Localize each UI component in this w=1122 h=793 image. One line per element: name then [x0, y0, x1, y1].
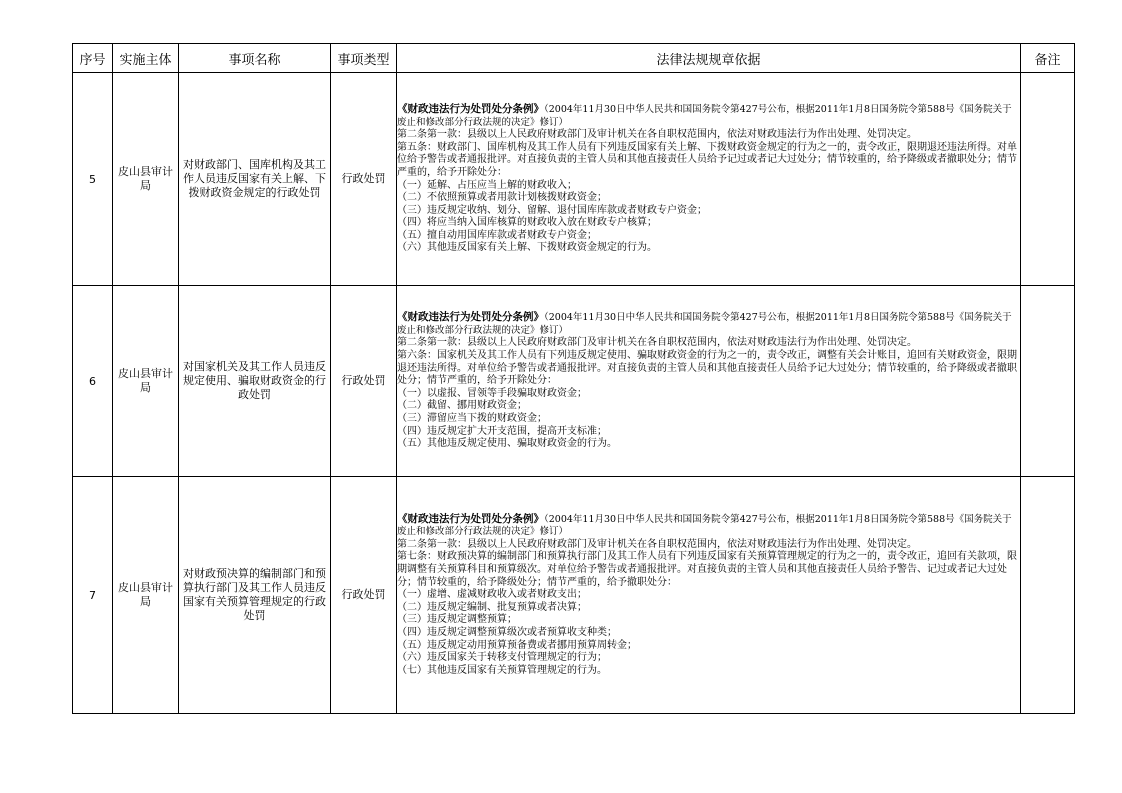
law-line: （二）违反规定编制、批复预算或者决算； — [397, 601, 587, 613]
header-entity: 实施主体 — [113, 44, 179, 73]
law-line: （四）违反规定扩大开支范围，提高开支标准； — [397, 425, 607, 437]
row-item-name: 对财政部门、国库机构及其工作人员违反国家有关上解、下拨财政资金规定的行政处罚 — [179, 73, 331, 286]
row-entity: 皮山县审计局 — [113, 286, 179, 477]
law-title: 《财政违法行为处罚处分条例》 — [397, 512, 544, 525]
row-item-name: 对国家机关及其工作人员违反规定使用、骗取财政资金的行政处罚 — [179, 286, 331, 477]
row-legal-basis — [397, 477, 1021, 714]
penalty-items-table — [72, 43, 1075, 714]
row-item-type: 行政处罚 — [331, 286, 397, 477]
header-item-name: 事项名称 — [179, 44, 331, 73]
law-line: （一）以虚报、冒领等手段骗取财政资金； — [397, 387, 587, 399]
law-line: （四）违反规定调整预算级次或者预算收支种类； — [397, 626, 617, 638]
law-line: （六）其他违反国家有关上解、下拨财政资金规定的行为。 — [397, 242, 657, 254]
row-entity: 皮山县审计局 — [113, 73, 179, 286]
row-seq: 5 — [73, 73, 113, 286]
header-item-type: 事项类型 — [331, 44, 397, 73]
law-heading — [397, 103, 1020, 129]
law-line: （三）违反规定收纳、划分、留解、退付国库库款或者财政专户资金； — [397, 204, 707, 216]
row-item-type: 行政处罚 — [331, 73, 397, 286]
row-seq: 6 — [73, 286, 113, 477]
row-remarks — [1021, 73, 1075, 286]
law-heading — [397, 513, 1020, 539]
law-line: （一）虚增、虚减财政收入或者财政支出； — [397, 589, 587, 601]
law-line: （三）滞留应当下拨的财政资金； — [397, 412, 547, 424]
law-line: （五）擅自动用国库库款或者财政专户资金； — [397, 229, 597, 241]
law-line: （四）将应当纳入国库核算的财政收入放在财政专户核算； — [397, 217, 657, 229]
law-line: 第七条：财政预决算的编制部门和预算执行部门及其工作人员有下列违反国家有关预算管理规定的行为之一的，责令改正，追回有关款项，限期调整有关预算科目和预算级次。对单位给予警告或者通报批评。对直接负责的主管人员和其他直接责任人员给予警告、记过或者记大过处分；情节较重的，给予降级处分；情节严重的，给予撤职处分： — [397, 551, 1017, 588]
law-line: 第二条第一款：县级以上人民政府财政部门及审计机关在各自职权范围内，依法对财政违法行为作出处理、处罚决定。 — [397, 337, 917, 349]
row-legal-basis — [397, 73, 1021, 286]
table-row — [73, 286, 1075, 477]
table-row — [73, 477, 1075, 714]
law-reference: （2004年11月30日中华人民共和国国务院令第427号公布，根据2011年1月8日国务院令第588号《国务院关于废止和修改部分行政法规的决定》修订） — [397, 513, 1012, 538]
law-line: （二）截留、挪用财政资金； — [397, 400, 527, 412]
row-remarks — [1021, 477, 1075, 714]
law-heading — [397, 311, 1020, 337]
law-line: （七）其他违反国家有关预算管理规定的行为。 — [397, 664, 607, 676]
law-line: （二）不依照预算或者用款计划核拨财政资金； — [397, 192, 607, 204]
law-line: （一）延解、占压应当上解的财政收入； — [397, 179, 577, 191]
row-legal-basis — [397, 286, 1021, 477]
row-item-name: 对财政预决算的编制部门和预算执行部门及其工作人员违反国家有关预算管理规定的行政处罚 — [179, 477, 331, 714]
header-legal-basis: 法律法规规章依据 — [397, 44, 1021, 73]
law-line: （六）违反国家关于转移支付管理规定的行为； — [397, 652, 607, 664]
row-item-type: 行政处罚 — [331, 477, 397, 714]
row-entity: 皮山县审计局 — [113, 477, 179, 714]
law-line: 第六条：国家机关及其工作人员有下列违反规定使用、骗取财政资金的行为之一的，责令改正，调整有关会计账目，追回有关财政资金，限期退还违法所得。对单位给予警告或者通报批评。对直接负责的主管人员和其他直接责任人员给予记大过处分；情节较重的，给予降级或者撤职处分；情节严重的，给予开除处分： — [397, 350, 1017, 387]
law-title: 《财政违法行为处罚处分条例》 — [397, 311, 544, 324]
law-line: 第五条：财政部门、国库机构及其工作人员有下列违反国家有关上解、下拨财政资金规定的行为之一的，责令改正，限期退还违法所得。对单位给予警告或者通报批评。对直接负责的主管人员和其他直接责任人员给予记过或者记大过处分；情节较重的，给予降级或者撤职处分；情节严重的，给予开除处分： — [397, 141, 1017, 178]
header-remarks: 备注 — [1021, 44, 1075, 73]
law-reference: （2004年11月30日中华人民共和国国务院令第427号公布，根据2011年1月8日国务院令第588号《国务院关于废止和修改部分行政法规的决定》修订） — [397, 312, 1012, 336]
header-seq: 序号 — [73, 44, 113, 73]
law-title: 《财政违法行为处罚处分条例》 — [397, 102, 544, 115]
row-remarks — [1021, 286, 1075, 477]
law-line: （五）违反规定动用预算预备费或者挪用预算周转金； — [397, 639, 637, 651]
table-row — [73, 73, 1075, 286]
law-line: （五）其他违反规定使用、骗取财政资金的行为。 — [397, 438, 617, 450]
law-reference: （2004年11月30日中华人民共和国国务院令第427号公布，根据2011年1月8日国务院令第588号《国务院关于废止和修改部分行政法规的决定》修订） — [397, 103, 1012, 128]
law-line: 第二条第一款：县级以上人民政府财政部门及审计机关在各自职权范围内，依法对财政违法行为作出处理、处罚决定。 — [397, 538, 917, 550]
row-seq: 7 — [73, 477, 113, 714]
law-line: （三）违反规定调整预算； — [397, 614, 517, 626]
law-line: 第二条第一款：县级以上人民政府财政部门及审计机关在各自职权范围内，依法对财政违法行为作出处理、处罚决定。 — [397, 129, 917, 141]
header-row — [73, 44, 1075, 73]
